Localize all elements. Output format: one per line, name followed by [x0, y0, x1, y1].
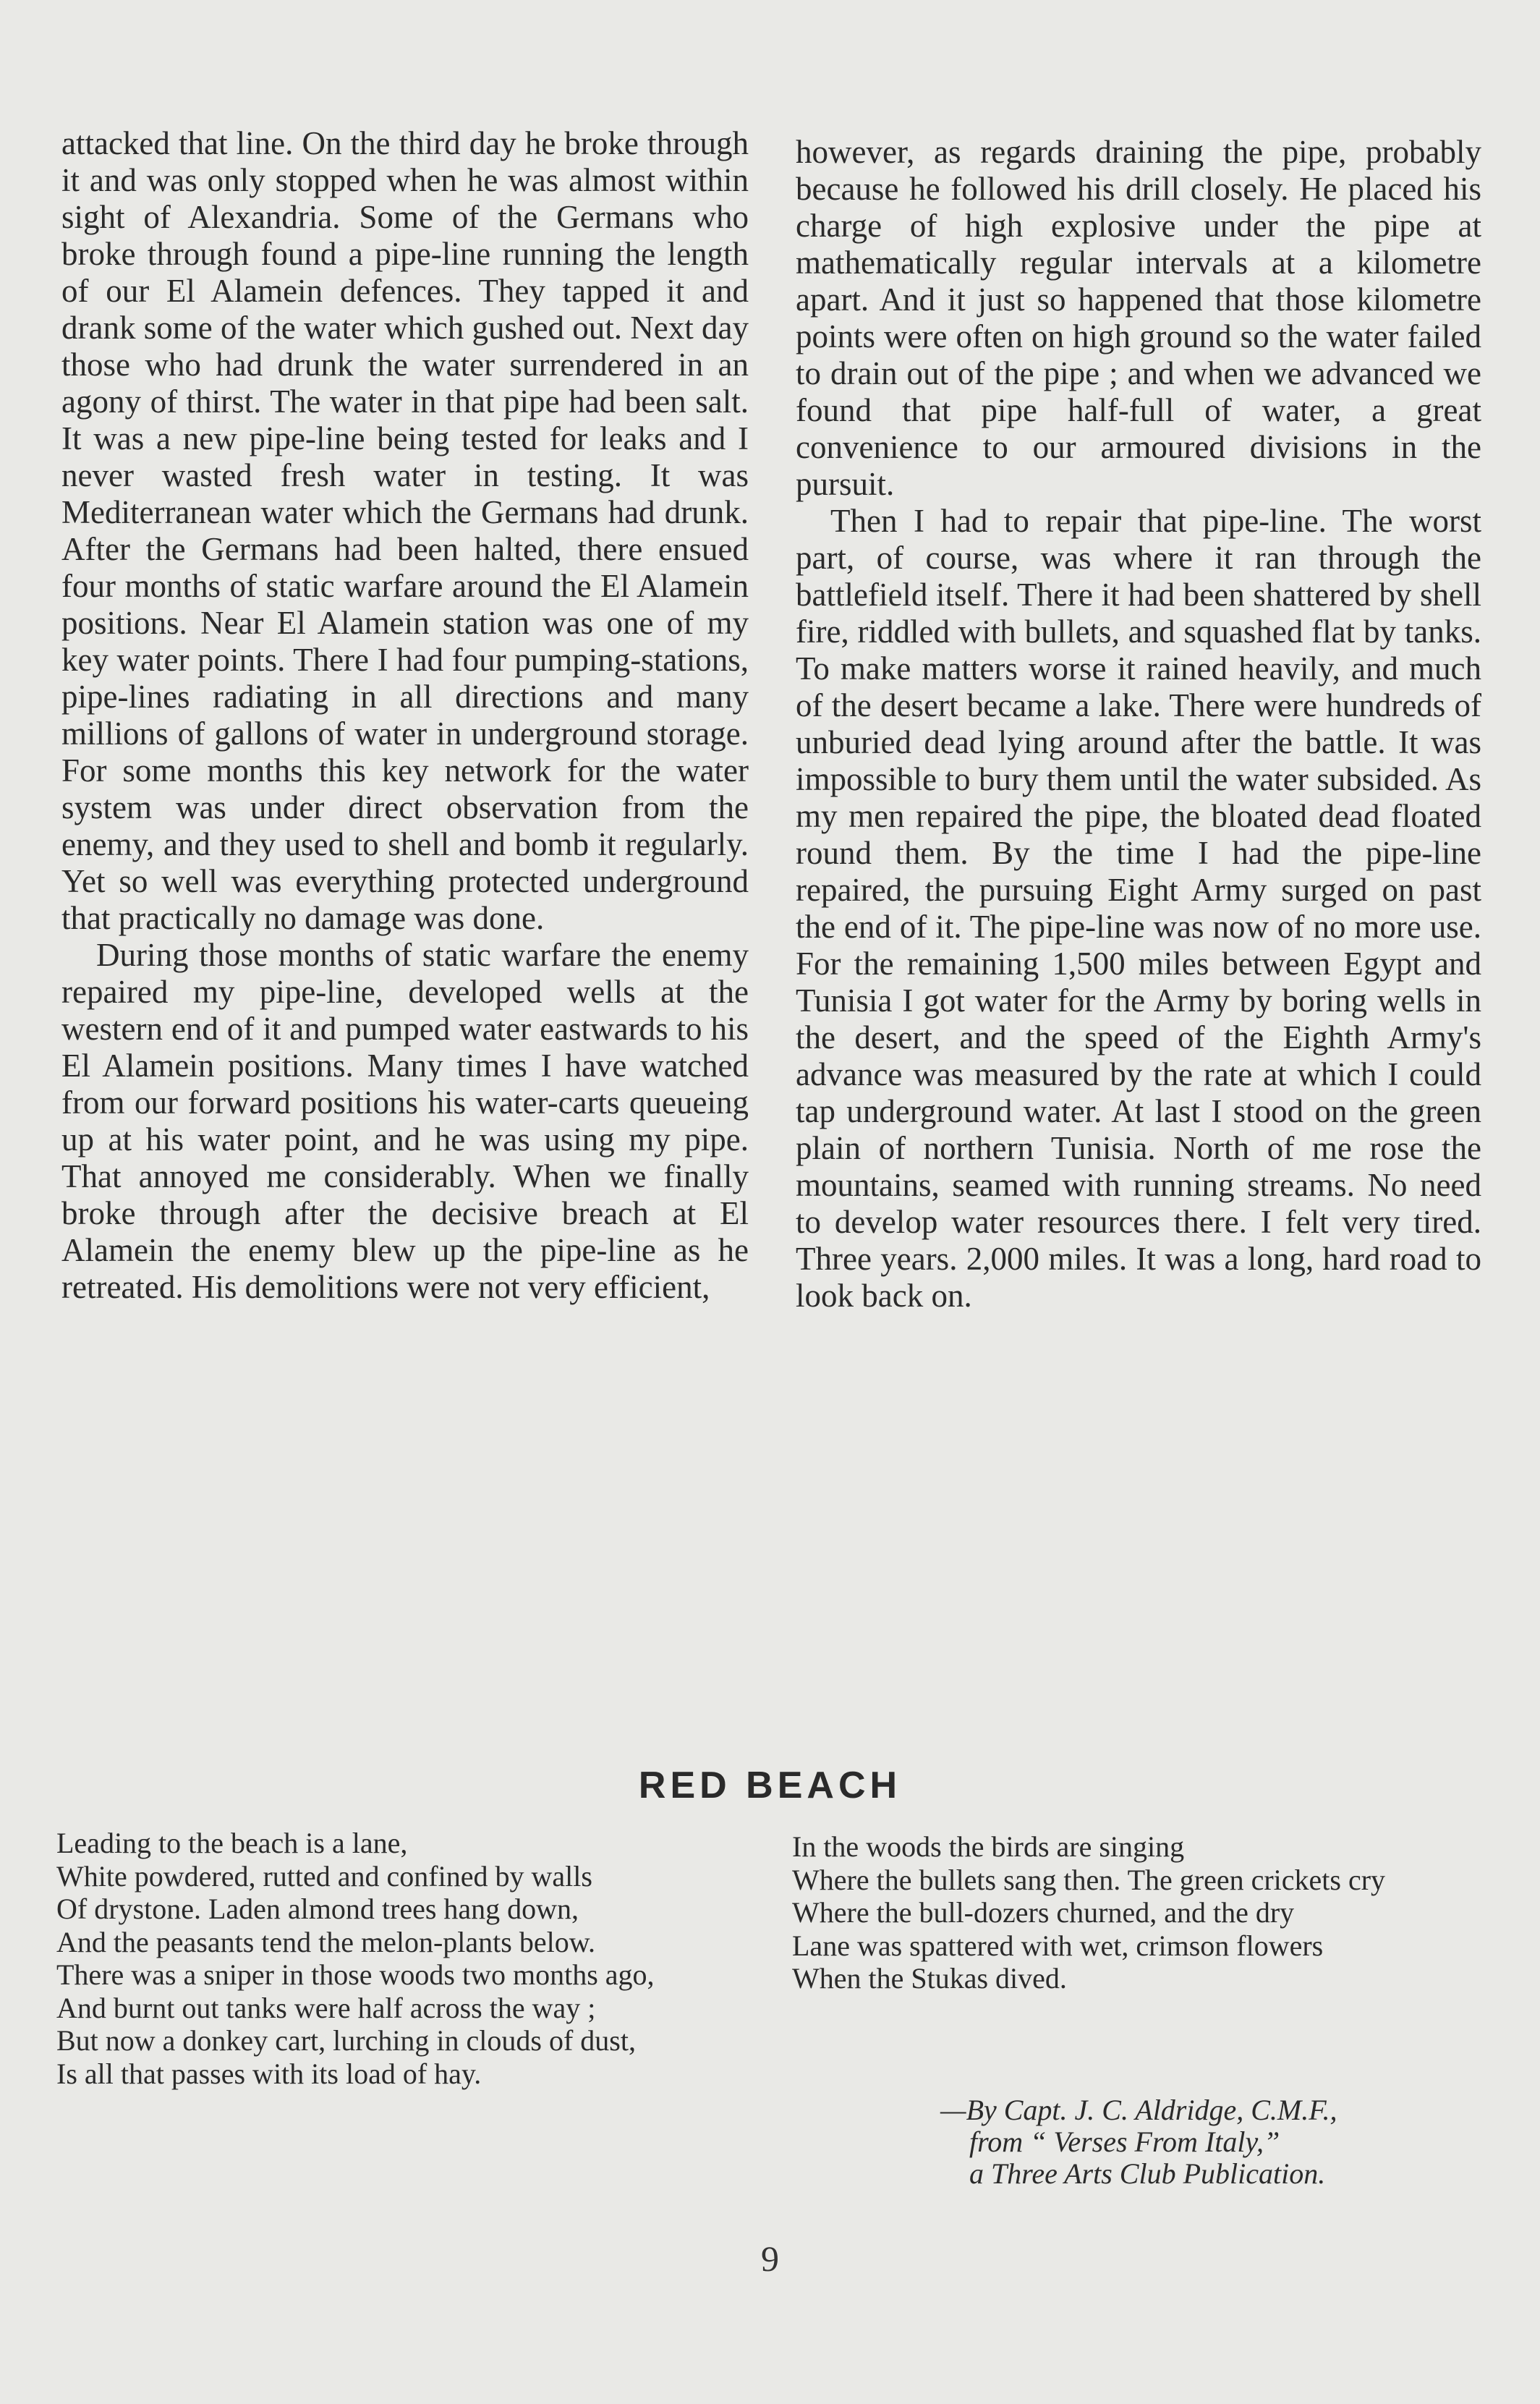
poem-line: Lane was spattered with wet, crimson flowers: [792, 1929, 1324, 1962]
poem-left-stanza: [56, 1827, 747, 2090]
poem-title: RED BEACH: [638, 1764, 902, 1806]
attribution-line: from “ Verses From Italy,”: [969, 2125, 1280, 2158]
attribution-line: a Three Arts Club Publication.: [969, 2157, 1326, 2190]
article-paragraph: however, as regards draining the pipe, probably because he followed his drill closely. He placed his charge of high explosive under the pipe at mathematically regular intervals at a kilometre apart. And it just so happened that those kilometre points were often on high ground so the water failed to drain out of the pipe ; and when we advanced we found that pipe half-full of water, a great convenience to our armoured divisions in the pursuit.: [796, 134, 1481, 502]
article-right-column: [796, 134, 1481, 1314]
poem-line: Of drystone. Laden almond trees hang down,: [56, 1893, 579, 1925]
poem-line: There was a sniper in those woods two months ago,: [56, 1958, 655, 1991]
poem-line: And burnt out tanks were half across the way ;: [56, 1991, 596, 2024]
poem-right-stanza: [792, 1830, 1479, 1995]
article-paragraph: During those months of static warfare the enemy repaired my pipe-line, developed wells at the western end of it and pumped water eastwards to his El Alamein positions. Many times I have watched from our forward positions his water-carts queueing up at his water point, and he was using my pipe. That annoyed me considerably. When we finally broke through after the decisive breach at El Alamein the enemy blew up the pipe-line as he retreated. His demolitions were not very efficient,: [61, 937, 749, 1305]
poem-line: Where the bull-dozers churned, and the dry: [792, 1896, 1295, 1929]
poem-line: Is all that passes with its load of hay.: [56, 2057, 482, 2090]
poem-line: When the Stukas dived.: [792, 1962, 1067, 1995]
article-paragraph: attacked that line. On the third day he broke through it and was only stopped when he was almost within sight of Alexandria. Some of the Germans who broke through found a pipe-line running the length of our El Alamein defences. They tapped it and drank some of the water which gushed out. Next day those who had drunk the water surrendered in an agony of thirst. The water in that pipe had been salt. It was a new pipe-line being tested for leaks and I never wasted fresh water in testing. It was Mediterranean water which the Germans had drunk. After the Germans had been halted, there ensued four months of static warfare around the El Alamein positions. Near El Alamein station was one of my key water points. There I had four pumping-stations, pipe-lines radiating in all directions and many millions of gallons of water in underground storage. For some months this key network for the water system was under direct observation from the enemy, and they used to shell and bomb it regularly. Yet so well was everything protected underground that practically no damage was done.: [61, 125, 749, 936]
poem-line: But now a donkey cart, lurching in clouds of dust,: [56, 2024, 636, 2057]
poem-line: Where the bullets sang then. The green crickets cry: [792, 1863, 1386, 1896]
article-paragraph: Then I had to repair that pipe-line. The worst part, of course, was where it ran through the battlefield itself. There it had been shattered by shell fire, riddled with bullets, and squashed flat by tanks. To make matters worse it rained heavily, and much of the desert became a lake. There were hundreds of unburied dead lying around after the battle. It was impossible to bury them until the water subsided. As my men repaired the pipe, the bloated dead floated round them. By the time I had the pipe-line repaired, the pursuing Eight Army surged on past the end of it. The pipe-line was now of no more use. For the remaining 1,500 miles between Egypt and Tunisia I got water for the Army by boring wells in the desert, and the speed of the Eighth Army's advance was measured by the rate at which I could tap underground water. At last I stood on the green plain of northern Tunisia. North of me rose the mountains, seamed with running streams. No need to develop water resources there. I felt very tired. Three years. 2,000 miles. It was a long, hard road to look back on.: [796, 503, 1481, 1314]
poem-attribution: [940, 2094, 1490, 2190]
poem-line: Leading to the beach is a lane,: [56, 1827, 408, 1859]
attribution-line: —By Capt. J. C. Aldridge, C.M.F.,: [940, 2094, 1337, 2126]
article-left-column: [61, 125, 749, 1306]
poem-line: And the peasants tend the melon-plants below.: [56, 1925, 595, 1958]
poem-line: In the woods the birds are singing: [792, 1830, 1185, 1863]
page-number: 9: [761, 2238, 779, 2279]
poem-line: White powdered, rutted and confined by walls: [56, 1859, 592, 1893]
